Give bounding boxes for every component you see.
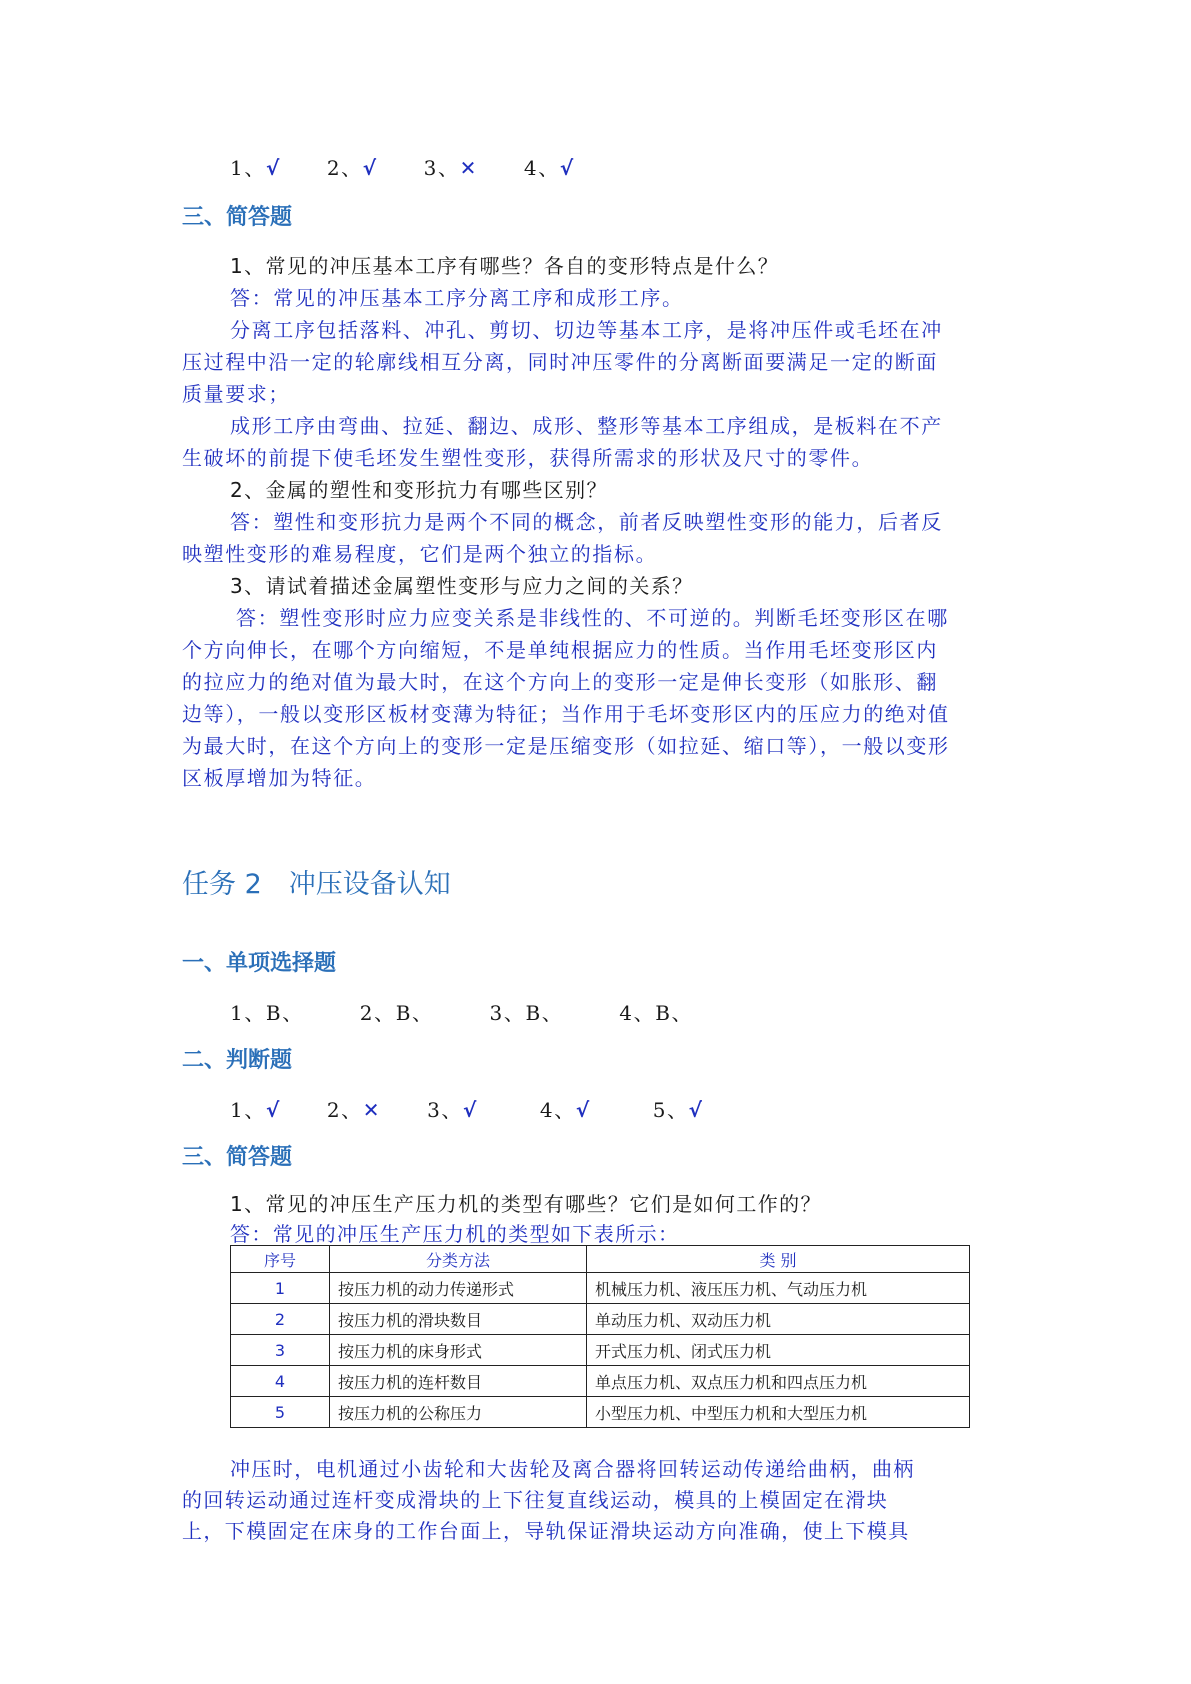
- choice-answer: 2、B、: [359, 1001, 434, 1025]
- judgement-num: 2、: [326, 1098, 363, 1122]
- judgement-num: 4、: [523, 156, 560, 180]
- task2-question-1: 1、常见的冲压生产压力机的类型有哪些？它们是如何工作的？: [230, 1192, 822, 1216]
- check-mark-icon: √: [463, 1098, 478, 1122]
- table-row: [231, 1397, 970, 1428]
- table-row: [231, 1304, 970, 1335]
- table-row: [231, 1273, 970, 1304]
- cross-mark-icon: ✕: [362, 1098, 382, 1122]
- table-cell-num: 5: [231, 1397, 330, 1428]
- answer-3-line: 区板厚增加为特征。: [182, 766, 377, 790]
- check-mark-icon: √: [575, 1098, 591, 1122]
- judgement-num: 5、: [652, 1098, 689, 1122]
- table-cell-method: 按压力机的连杆数目: [330, 1366, 587, 1397]
- task2-answer-body-line: 上，下模固定在床身的工作台面上，导轨保证滑块运动方向准确，使上下模具: [182, 1519, 910, 1543]
- table-cell-category: 小型压力机、中型压力机和大型压力机: [587, 1397, 970, 1428]
- column-header: 类 别: [587, 1246, 970, 1273]
- section-heading-short-answer: 三、简答题: [182, 205, 293, 230]
- check-mark-icon: √: [362, 156, 378, 180]
- judgement-num: 2、: [326, 156, 363, 180]
- single-choice-answers: [230, 997, 693, 1026]
- answer-3-line: 的拉应力的绝对值为最大时，在这个方向上的变形一定是伸长变形（如胀形、翻: [182, 670, 938, 694]
- question-3: 3、请试着描述金属塑性变形与应力之间的关系？: [230, 574, 694, 598]
- answer-1-line: 分离工序包括落料、冲孔、剪切、切边等基本工序，是将冲压件或毛坯在冲: [230, 318, 943, 342]
- table-cell-category: 开式压力机、闭式压力机: [587, 1335, 970, 1366]
- section-heading-single-choice: 一、单项选择题: [182, 951, 337, 976]
- press-classification-table: [230, 1245, 970, 1428]
- judgement-num: 3、: [427, 1098, 463, 1122]
- table-cell-category: 机械压力机、液压压力机、气动压力机: [587, 1273, 970, 1304]
- judgement-num: 1、: [230, 1098, 266, 1122]
- judgement-num: 3、: [423, 156, 460, 180]
- question-1: 1、常见的冲压基本工序有哪些？各自的变形特点是什么？: [230, 254, 780, 278]
- answer-1-line: 成形工序由弯曲、拉延、翻边、成形、整形等基本工序组成，是板料在不产: [230, 414, 943, 438]
- table-cell-num: 2: [231, 1304, 330, 1335]
- answer-2-line: 答：塑性和变形抗力是两个不同的概念，前者反映塑性变形的能力，后者反: [230, 510, 943, 534]
- answer-1-line: 答：常见的冲压基本工序分离工序和成形工序。: [230, 286, 684, 310]
- answer-1-line: 压过程中沿一定的轮廓线相互分离，同时冲压零件的分离断面要满足一定的断面: [182, 350, 938, 374]
- choice-answer: 1、B、: [230, 1001, 304, 1025]
- choice-answer: 4、B、: [619, 1001, 694, 1025]
- check-mark-icon: √: [688, 1098, 704, 1122]
- judgement-num: 4、: [539, 1098, 576, 1122]
- table-row: [231, 1335, 970, 1366]
- table-cell-method: 按压力机的床身形式: [330, 1335, 587, 1366]
- answer-3-line: 答：塑性变形时应力应变关系是非线性的、不可逆的。判断毛坯变形区在哪: [236, 606, 949, 630]
- table-cell-num: 3: [231, 1335, 330, 1366]
- table-cell-num: 4: [231, 1366, 330, 1397]
- table-cell-num: 1: [231, 1273, 330, 1304]
- section-heading-judgement: 二、判断题: [182, 1048, 293, 1073]
- table-cell-category: 单动压力机、双动压力机: [587, 1304, 970, 1335]
- answer-2-line: 映塑性变形的难易程度，它们是两个独立的指标。: [182, 542, 658, 566]
- section-heading-short-answer-2: 三、简答题: [182, 1145, 293, 1170]
- check-mark-icon: √: [265, 156, 281, 180]
- table-cell-method: 按压力机的公称压力: [330, 1397, 587, 1428]
- judgement-row-top: [230, 152, 575, 181]
- check-mark-icon: √: [559, 156, 575, 180]
- table-header-row: [231, 1246, 970, 1273]
- task2-answer-intro: 答：常见的冲压生产压力机的类型如下表所示：: [230, 1222, 680, 1246]
- question-2: 2、金属的塑性和变形抗力有哪些区别？: [230, 478, 608, 502]
- choice-answer: 3、B、: [489, 1001, 564, 1025]
- judgement-num: 1、: [230, 156, 266, 180]
- cross-mark-icon: ✕: [459, 156, 478, 180]
- task2-answer-body-line: 的回转运动通过连杆变成滑块的上下往复直线运动，模具的上模固定在滑块: [182, 1488, 889, 1512]
- answer-1-line: 生破坏的前提下使毛坯发生塑性变形，获得所需求的形状及尺寸的零件。: [182, 446, 874, 470]
- table-row: [231, 1366, 970, 1397]
- task-2-title: 任务 2 冲压设备认知: [182, 869, 451, 900]
- answer-3-line: 为最大时，在这个方向上的变形一定是压缩变形（如拉延、缩口等），一般以变形: [182, 734, 950, 758]
- column-header: 分类方法: [330, 1246, 587, 1273]
- column-header: 序号: [231, 1246, 330, 1273]
- answer-3-line: 边等），一般以变形区板材变薄为特征；当作用于毛坏变形区内的压应力的绝对值: [182, 702, 950, 726]
- table-cell-method: 按压力机的滑块数目: [330, 1304, 587, 1335]
- table-cell-category: 单点压力机、双点压力机和四点压力机: [587, 1366, 970, 1397]
- answer-3-line: 个方向伸长，在哪个方向缩短，不是单纯根据应力的性质。当作用毛坯变形区内: [182, 638, 938, 662]
- check-mark-icon: √: [265, 1098, 281, 1122]
- judgement-row-task2: [230, 1094, 704, 1123]
- task2-answer-body-line: 冲压时，电机通过小齿轮和大齿轮及离合器将回转运动传递给曲柄，曲柄: [230, 1457, 915, 1481]
- table-cell-method: 按压力机的动力传递形式: [330, 1273, 587, 1304]
- answer-1-line: 质量要求；: [182, 382, 290, 406]
